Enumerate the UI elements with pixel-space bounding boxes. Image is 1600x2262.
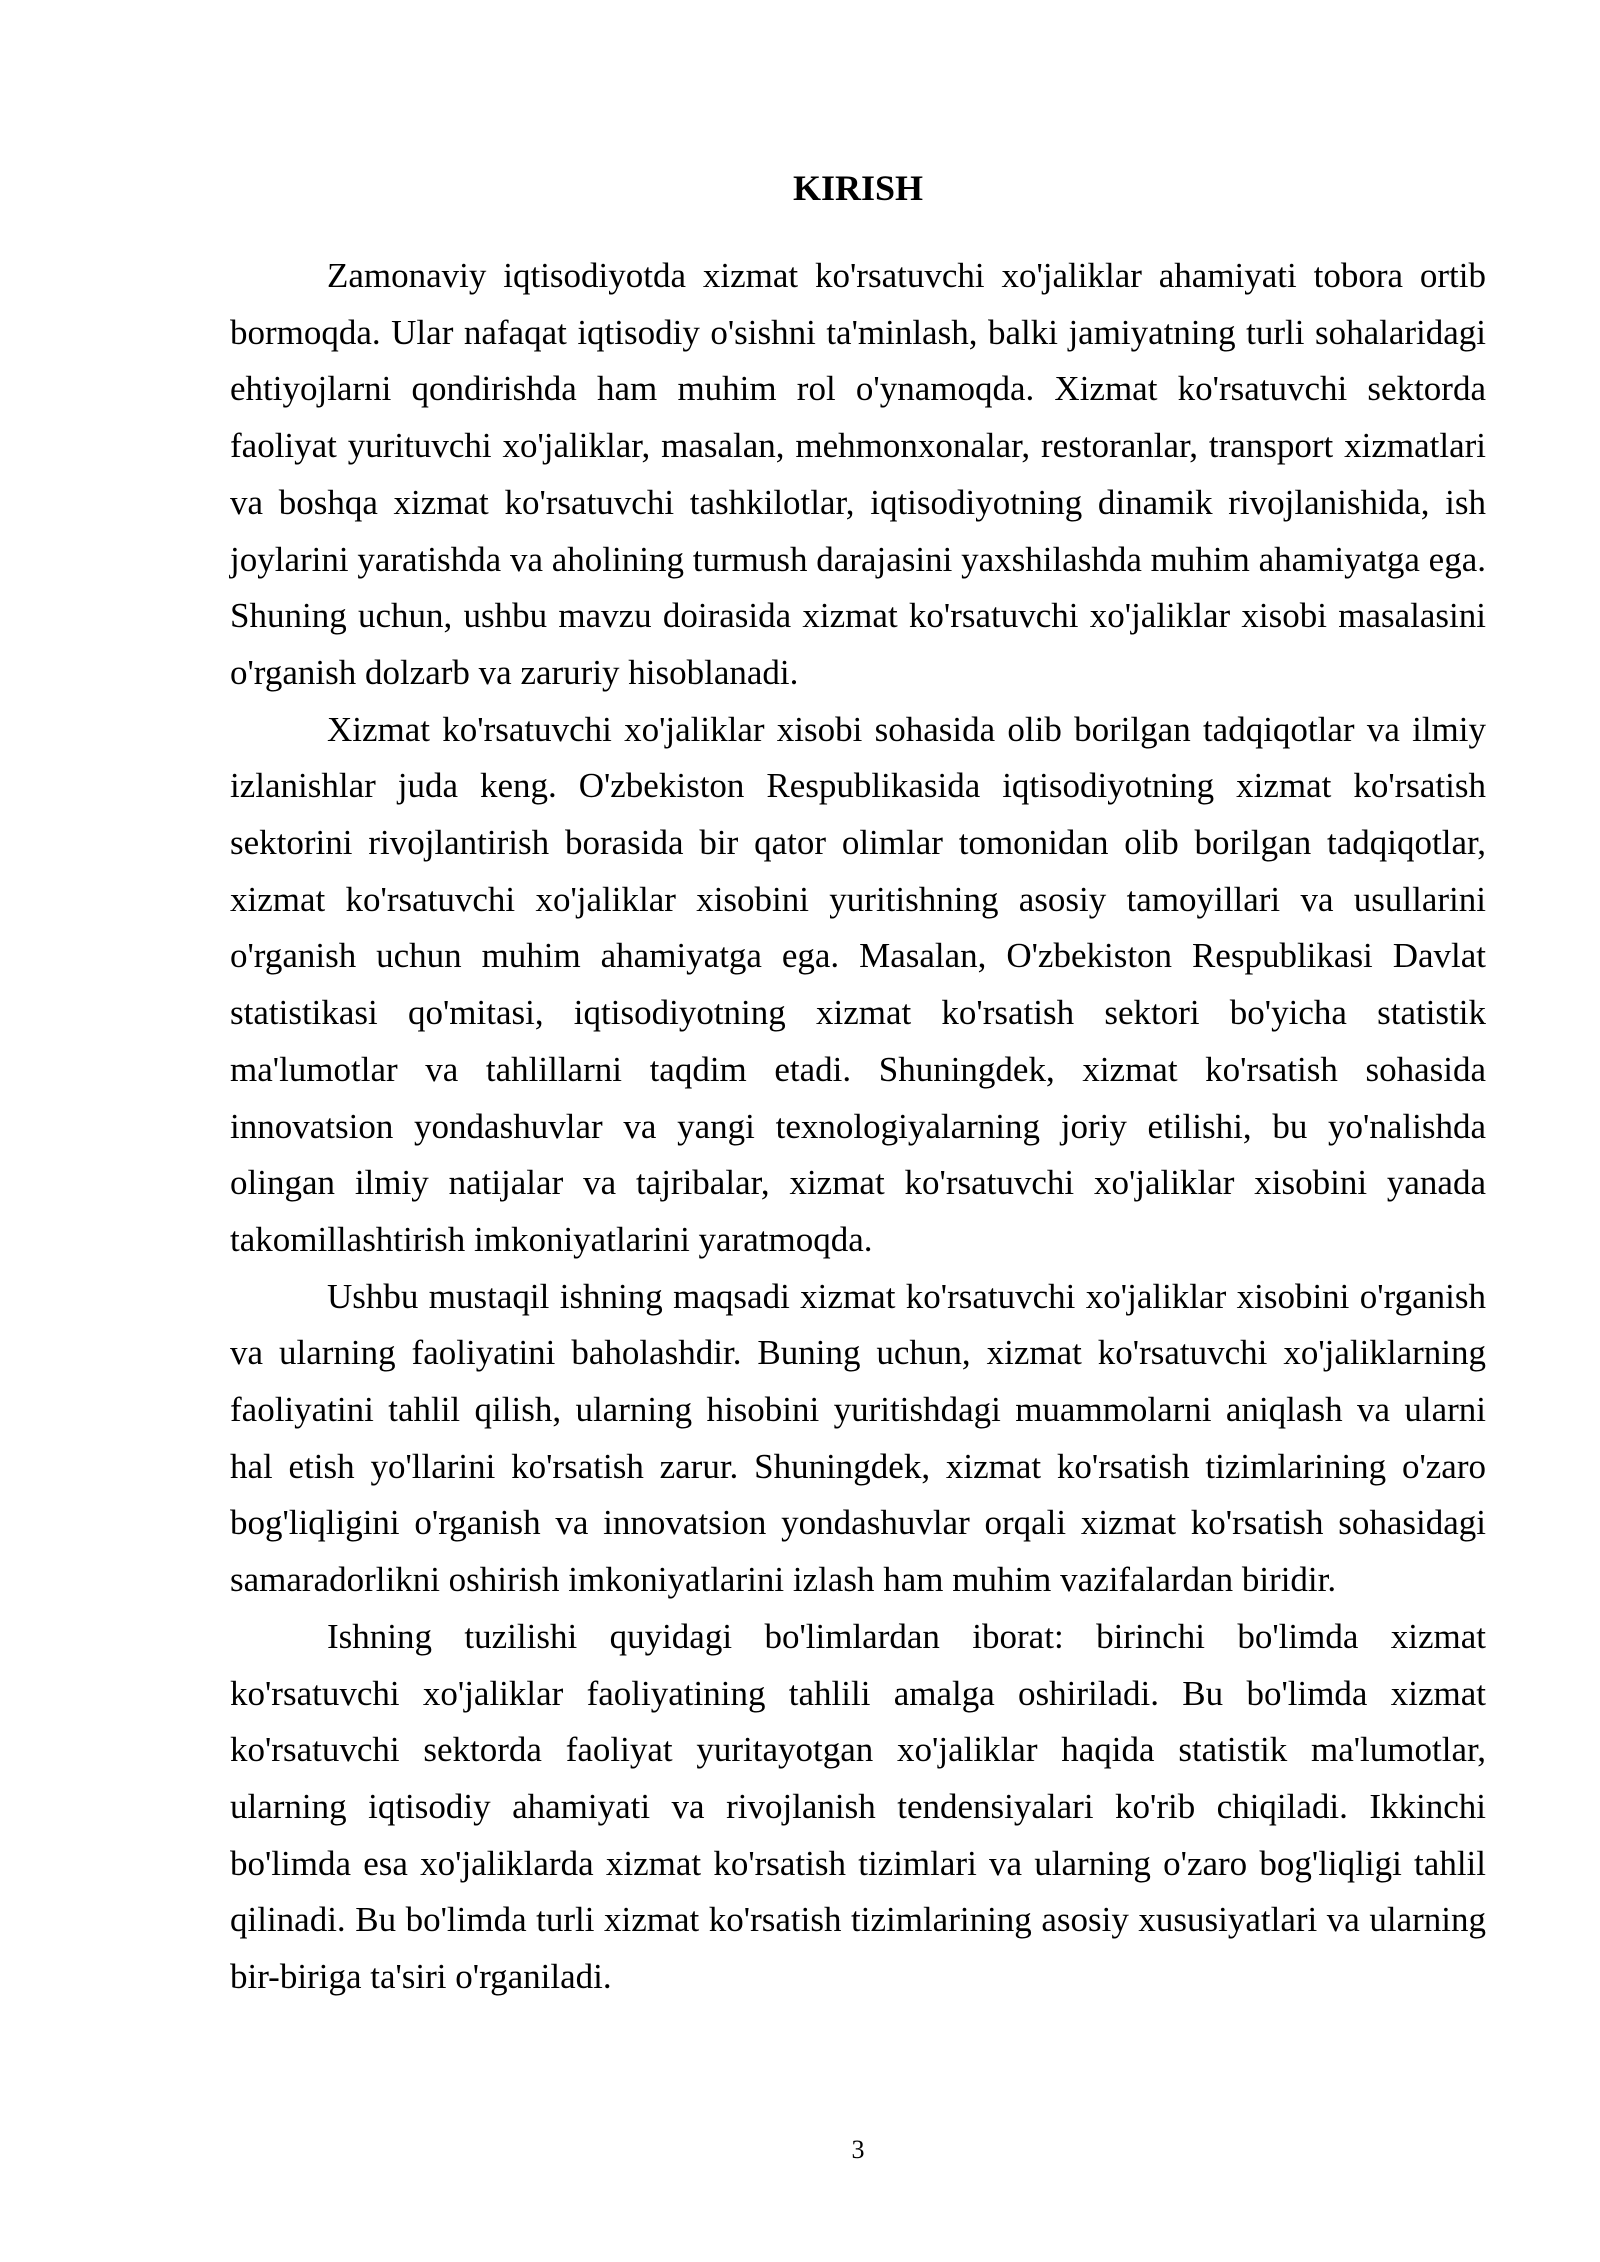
paragraph-2: Xizmat ko'rsatuvchi xo'jaliklar xisobi sohasida olib borilgan tadqiqotlar va ilmiy izlanishlar juda keng. O'zbekiston Respublikasida iqtisodiyotning xizmat ko'rsatish sektorini rivojlantirish borasida bir qator olimlar tomonidan olib borilgan tadqiqotlar, xizmat ko'rsatuvchi xo'jaliklar xisobini yuritishning asosiy tamoyillari va usullarini o'rganish uchun muhim ahamiyatga ega. Masalan, O'zbekiston Respublikasi Davlat statistikasi qo'mitasi, iqtisodiyotning xizmat ko'rsatish sektori bo'yicha statistik ma'lumotlar va tahlillarni taqdim etadi. Shuningdek, xizmat ko'rsatish sohasida innovatsion yondashuvlar va yangi texnologiyalarning joriy etilishi, bu yo'nalishda olingan ilmiy natijalar va tajribalar, xizmat ko'rsatuvchi xo'jaliklar xisobini yanada takomillashtirish imkoniyatlarini yaratmoqda. bbox=[230, 709, 1486, 1259]
paragraph-1: Zamonaviy iqtisodiyotda xizmat ko'rsatuvchi xo'jaliklar ahamiyati tobora ortib bormoqda. Ular nafaqat iqtisodiy o'sishni ta'minlash, balki jamiyatning turli sohalaridagi ehtiyojlarni qondirishda ham muhim rol o'ynamoqda. Xizmat ko'rsatuvchi sektorda faoliyat yurituvchi xo'jaliklar, masalan, mehmonxonalar, restoranlar, transport xizmatlari va boshqa xizmat ko'rsatuvchi tashkilotlar, iqtisodiyotning dinamik rivojlanishida, ish joylarini yaratishda va aholining turmush darajasini yaxshilashda muhim ahamiyatga ega. Shuning uchun, ushbu mavzu doirasida xizmat ko'rsatuvchi xo'jaliklar xisobi masalasini o'rganish dolzarb va zaruriy hisoblanadi. bbox=[230, 256, 1486, 692]
section-heading: KIRISH bbox=[792, 168, 924, 208]
paragraph-3: Ushbu mustaqil ishning maqsadi xizmat ko'rsatuvchi xo'jaliklar xisobini o'rganish va ularning faoliyatini baholashdir. Buning uchun, xizmat ko'rsatuvchi xo'jaliklarning faoliyatini tahlil qilish, ularning hisobini yuritishdagi muammolarni aniqlash va ularni hal etish yo'llarini ko'rsatish zarur. Shuningdek, xizmat ko'rsatish tizimlarining o'zaro bog'liqligini o'rganish va innovatsion yondashuvlar orqali xizmat ko'rsatish sohasidagi samaradorlikni oshirish imkoniyatlarini izlash ham muhim vazifalardan biridir. bbox=[230, 1276, 1486, 1600]
body-text bbox=[230, 248, 1486, 2006]
paragraph-4: Ishning tuzilishi quyidagi bo'limlardan iborat: birinchi bo'limda xizmat ko'rsatuvchi xo'jaliklar faoliyatining tahlili amalga oshiriladi. Bu bo'limda xizmat ko'rsatuvchi sektorda faoliyat yuritayotgan xo'jaliklar haqida statistik ma'lumotlar, ularning iqtisodiy ahamiyati va rivojlanish tendensiyalari ko'rib chiqiladi. Ikkinchi bo'limda esa xo'jaliklarda xizmat ko'rsatish tizimlari va ularning o'zaro bog'liqligi tahlil qilinadi. Bu bo'limda turli xizmat ko'rsatish tizimlarining asosiy xususiyatlari va ularning bir-biriga ta'siri o'rganiladi. bbox=[230, 1616, 1486, 1997]
page-number: 3 bbox=[851, 2135, 865, 2164]
